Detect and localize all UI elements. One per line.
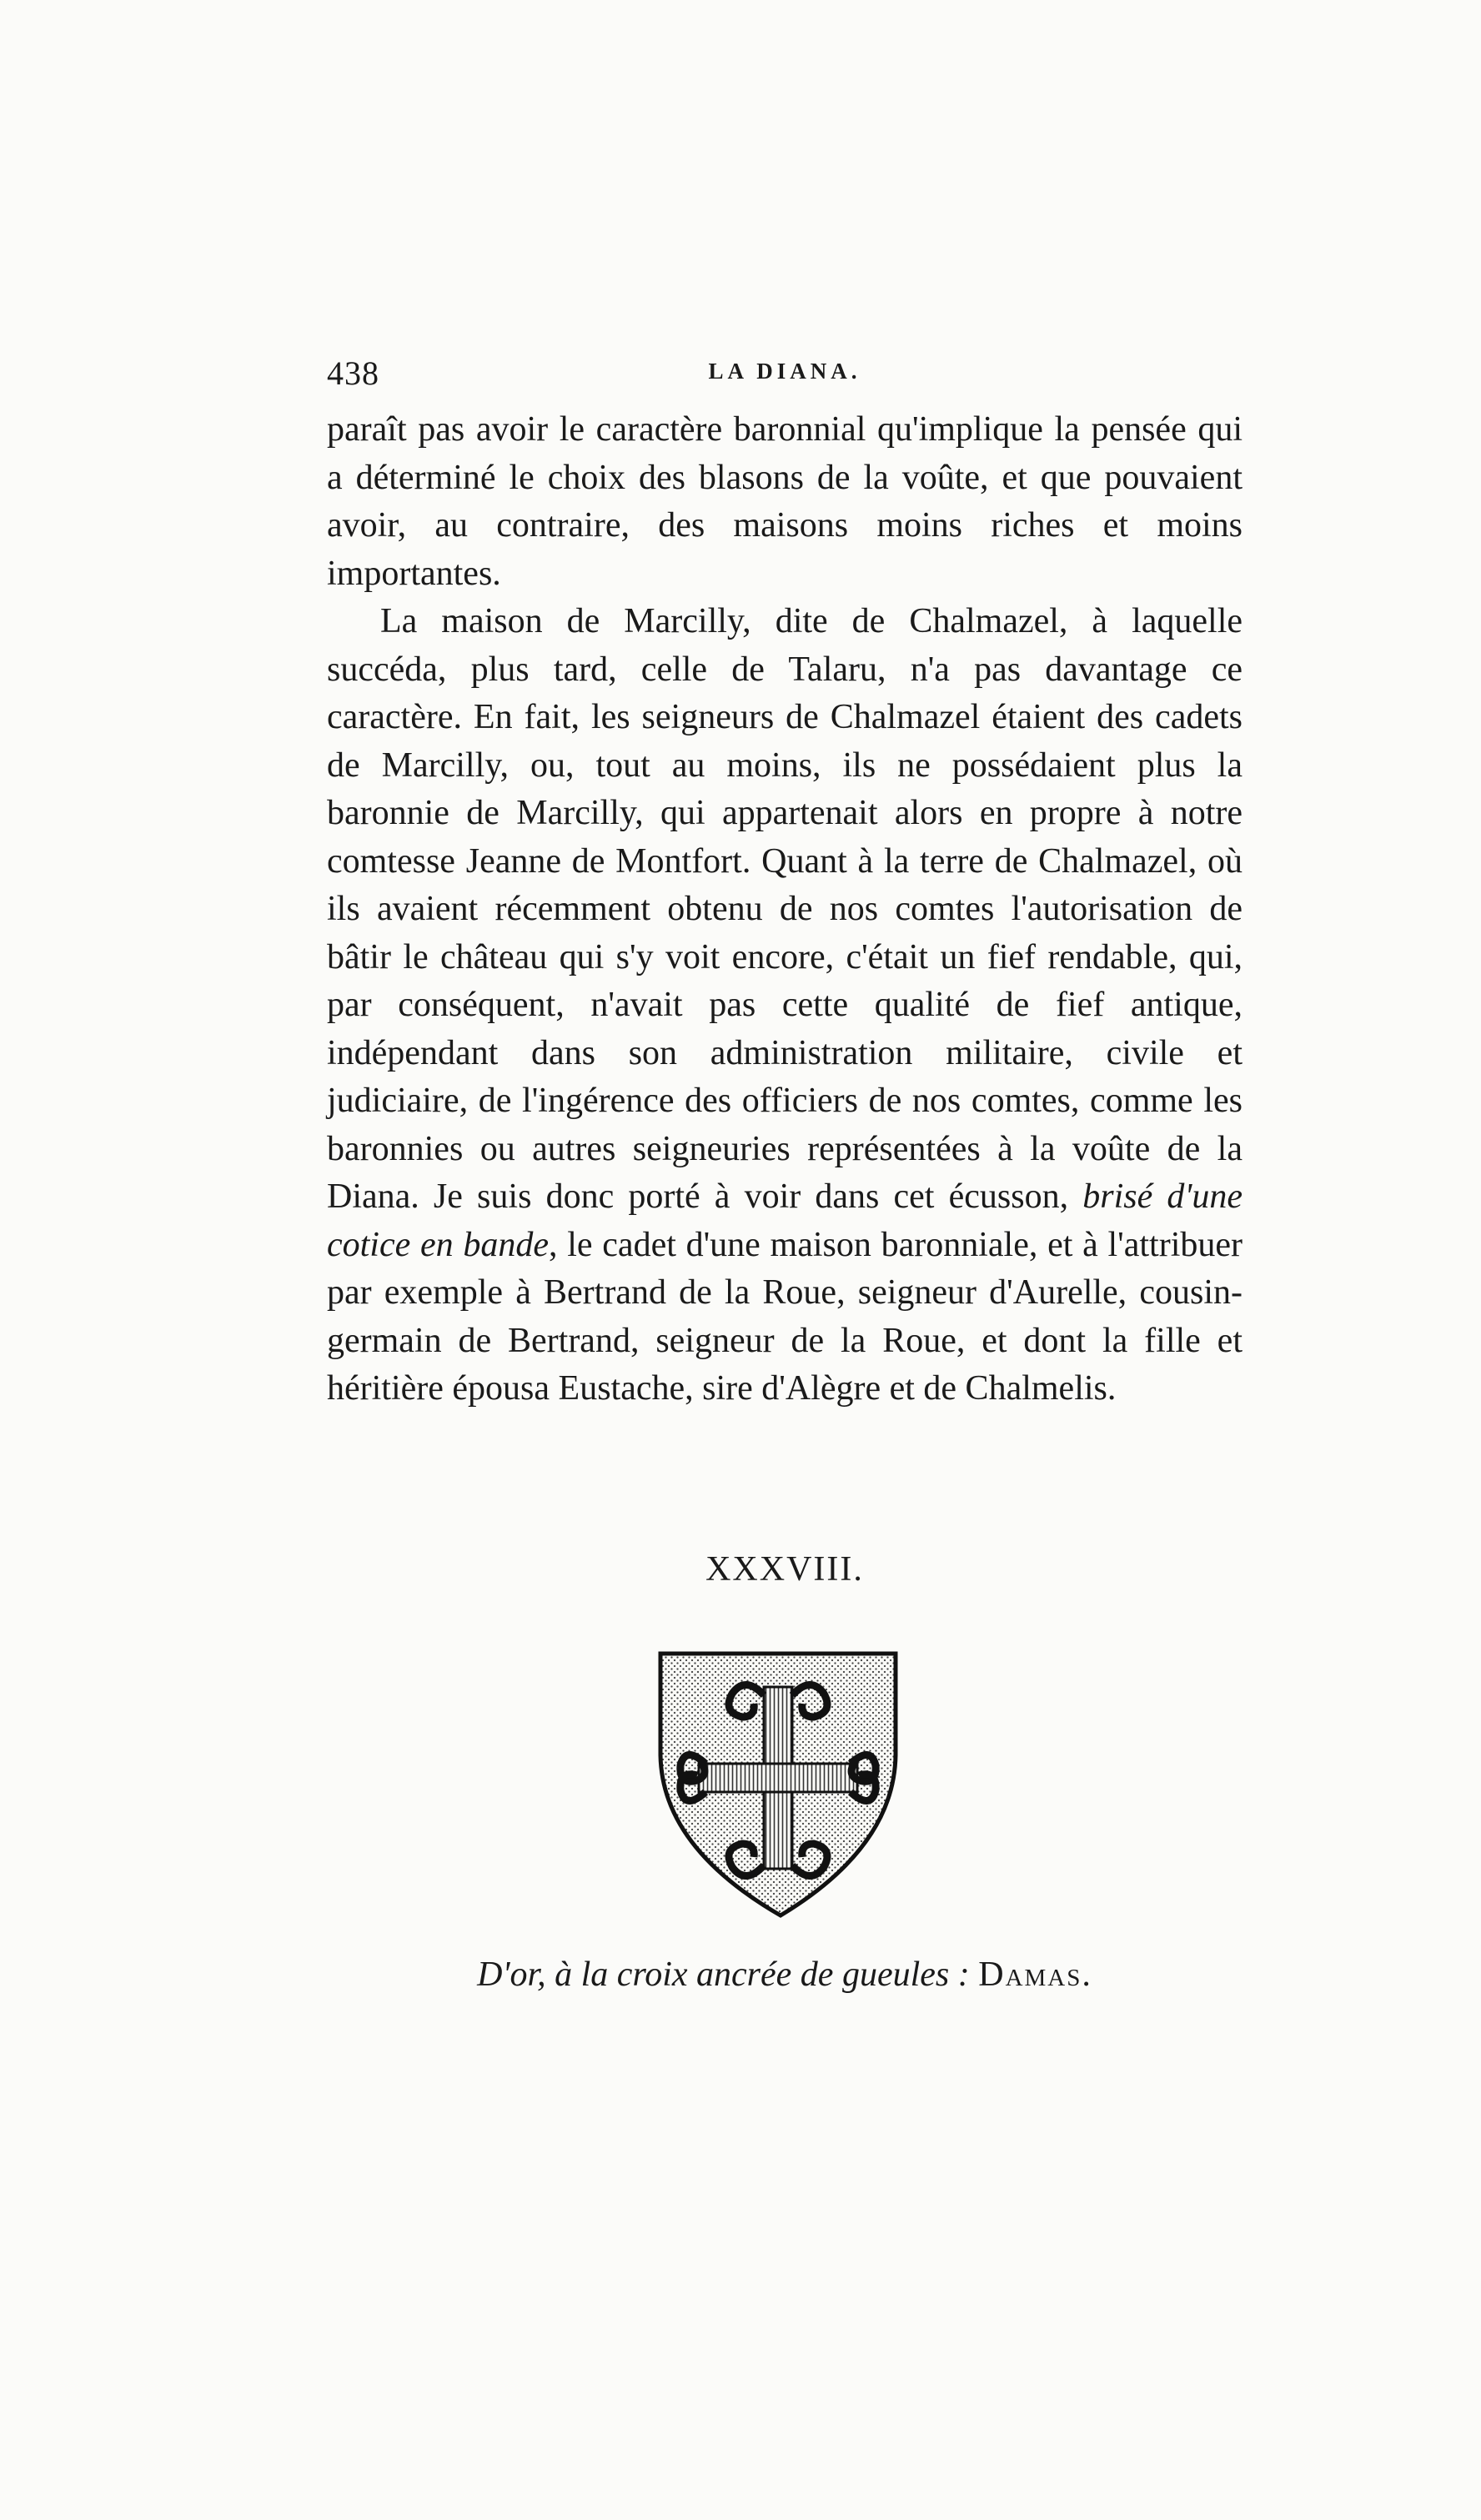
coat-of-arms-shield — [655, 1647, 901, 1922]
page-number: 438 — [327, 354, 379, 392]
paragraph-2 — [327, 598, 1243, 1413]
paragraph-2-text-before: La maison de Marcilly, dite de Chalmazel, à laquelle succéda, plus tard, celle de Talaru, n'a pas davantage ce caractère. En fait, les seigneurs de Chalmazel étaient des cadets de Marcilly, ou, tout au moins, ils ne possédaient plus la baronnie de Marcilly, qui appartenait alors en propre à notre comtesse Jeanne de Montfort. Quant à la terre de Chalmazel, où ils avaient récemment obtenu de nos comtes l'autorisation de bâtir le château qui s'y voit encore, c'était un fief rendable, qui, par conséquent, n'avait pas cette qualité de fief antique, indépendant dans son administration militaire, civile et judiciaire, de l'ingérence des officiers de nos comtes, comme les baronnies ou autres seigneuries représentées à la voûte de la Diana. Je suis donc porté à voir dans cet écusson, — [327, 602, 1243, 1216]
running-head: LA DIANA. — [708, 359, 861, 384]
page-header — [327, 354, 1243, 404]
caption — [327, 1955, 1243, 1995]
body-text — [327, 406, 1243, 1413]
paragraph-2-text-after: , le cadet d'une maison baronniale, et à l'attribuer par exemple à Bertrand de la Roue, seigneur d'Aurelle, cousin-germain de Bertrand, seigneur de la Roue, et dont la fille et héritière épousa Eustache, sire d'Alègre et de Chalmelis. — [327, 1225, 1243, 1408]
section-numeral: XXXVIII. — [705, 1550, 864, 1589]
caption-blazon: D'or, à la croix ancrée de gueules : — [477, 1955, 970, 1994]
paragraph-1: paraît pas avoir le caractère baronnial qu'implique la pensée qui a déterminé le choix des blasons de la voûte, et que pouvaient avoir, au contraire, des maisons moins riches et moins importantes. — [327, 410, 1243, 593]
paragraph-2-italic-phrase: brisé d'une cotice en bande — [327, 1177, 1243, 1264]
caption-family-name: Damas. — [978, 1955, 1092, 1994]
